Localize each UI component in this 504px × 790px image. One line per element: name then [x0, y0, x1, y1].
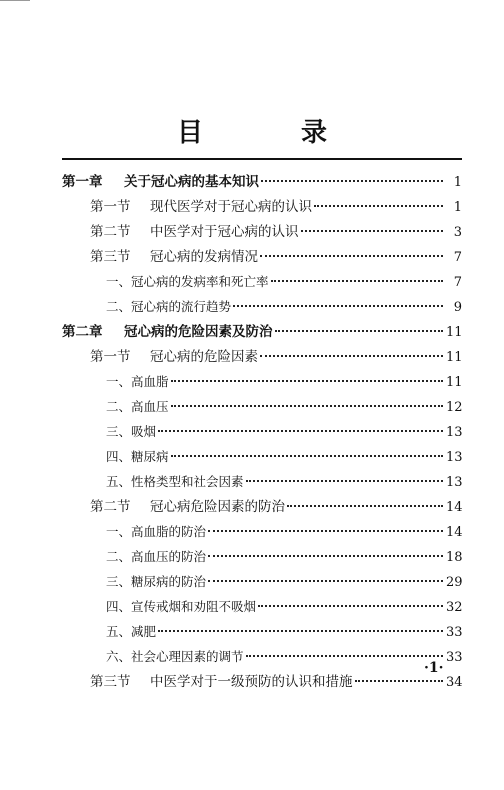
entry-label: 冠心病的危险因素 [150, 349, 258, 365]
dot-leader [233, 305, 443, 307]
toc-entry-subsection[interactable] [104, 572, 462, 592]
page-number: 33 [446, 650, 463, 665]
page-folio: ·1· [424, 660, 444, 676]
entry-label: 一、高血脂的防治 [106, 524, 207, 539]
entry-label: 五、减肥 [106, 624, 157, 639]
toc-entry-subsection[interactable] [104, 422, 462, 442]
dot-leader [246, 655, 443, 657]
page-number: 32 [446, 600, 463, 615]
dot-leader [246, 480, 443, 482]
toc-entry-subsection[interactable] [104, 297, 462, 317]
dot-leader [261, 180, 443, 182]
dot-leader [258, 605, 443, 607]
entry-label: 一、冠心病的发病率和死亡率 [106, 274, 269, 289]
title-rule [62, 158, 462, 160]
toc-entry-subsection[interactable] [104, 547, 462, 567]
dot-leader [158, 630, 443, 632]
section-number: 第三节 [90, 249, 131, 265]
toc-entry-chapter-1[interactable] [62, 172, 462, 192]
toc-entry-section[interactable] [90, 222, 462, 242]
toc-entry-subsection[interactable] [104, 272, 462, 292]
toc-entry-subsection[interactable] [104, 397, 462, 417]
dot-leader [208, 555, 443, 557]
dot-leader [275, 330, 444, 332]
page-number: 18 [446, 550, 463, 565]
entry-label: 现代医学对于冠心病的认识 [150, 199, 312, 215]
entry-label: 冠心病危险因素的防治 [150, 499, 285, 515]
section-number: 第三节 [90, 674, 131, 690]
page-number: 11 [446, 350, 463, 365]
dot-leader [171, 405, 443, 407]
toc-entry-subsection[interactable] [104, 372, 462, 392]
scan-edge-mark [0, 0, 30, 1]
page-number: 14 [446, 500, 463, 515]
dot-leader [171, 380, 443, 382]
entry-label: 四、糖尿病 [106, 449, 169, 464]
section-number: 第一节 [90, 349, 131, 365]
section-number: 第二节 [90, 224, 131, 240]
entry-label: 二、冠心病的流行趋势 [106, 299, 232, 314]
chapter-number: 第一章 [62, 174, 103, 190]
chapter-number: 第二章 [62, 324, 103, 340]
page-number: 33 [446, 625, 463, 640]
page-number: 11 [446, 375, 463, 390]
page-number: 29 [446, 575, 463, 590]
page-number: 13 [446, 425, 463, 440]
toc-entry-subsection[interactable] [104, 597, 462, 617]
toc-entry-subsection[interactable] [104, 472, 462, 492]
toc-entry-subsection[interactable] [104, 522, 462, 542]
dot-leader [355, 680, 444, 682]
entry-label: 冠心病的危险因素及防治 [124, 324, 273, 340]
entry-label: 中医学对于一级预防的认识和措施 [150, 674, 353, 690]
page-number: 11 [446, 325, 463, 340]
page-number: 7 [453, 275, 462, 290]
dot-leader [271, 280, 443, 282]
toc-entry-subsection[interactable] [104, 447, 462, 467]
dot-leader [208, 530, 443, 532]
entry-label: 四、宣传戒烟和劝阻不吸烟 [106, 599, 257, 614]
entry-label: 二、高血压 [106, 399, 169, 414]
page-number: 1 [453, 175, 462, 190]
dot-leader [287, 505, 443, 507]
toc-entry-section[interactable] [90, 497, 462, 517]
page-number: 14 [446, 525, 463, 540]
toc-entry-section[interactable] [90, 347, 462, 367]
page-number: 12 [446, 400, 463, 415]
page-number: 13 [446, 450, 463, 465]
dot-leader [301, 230, 444, 232]
entry-label: 一、高血脂 [106, 374, 169, 389]
section-number: 第一节 [90, 199, 131, 215]
entry-label: 关于冠心病的基本知识 [124, 174, 259, 190]
page-number: 1 [453, 200, 462, 215]
dot-leader [208, 580, 443, 582]
page-number: 34 [446, 675, 463, 690]
toc-entry-subsection[interactable] [104, 647, 462, 667]
toc-entry-chapter-2[interactable] [62, 322, 462, 342]
entry-label: 冠心病的发病情况 [150, 249, 258, 265]
entry-label: 五、性格类型和社会因素 [106, 474, 244, 489]
dot-leader [158, 430, 443, 432]
dot-leader [260, 255, 443, 257]
dot-leader [260, 355, 443, 357]
toc-entry-section[interactable] [90, 197, 462, 217]
dot-leader [314, 205, 443, 207]
page-number: 7 [453, 250, 462, 265]
dot-leader [171, 455, 443, 457]
entry-label: 三、吸烟 [106, 424, 157, 439]
entry-label: 三、糖尿病的防治 [106, 574, 207, 589]
toc-entry-section[interactable] [90, 247, 462, 267]
page-title: 目 录 [176, 118, 363, 148]
page-number: 13 [446, 475, 463, 490]
entry-label: 中医学对于冠心病的认识 [150, 224, 299, 240]
page-number: 9 [453, 300, 462, 315]
page-number: 3 [453, 225, 462, 240]
section-number: 第二节 [90, 499, 131, 515]
toc-entry-section[interactable] [90, 672, 462, 692]
entry-label: 二、高血压的防治 [106, 549, 207, 564]
toc-entry-subsection[interactable] [104, 622, 462, 642]
entry-label: 六、社会心理因素的调节 [106, 649, 244, 664]
